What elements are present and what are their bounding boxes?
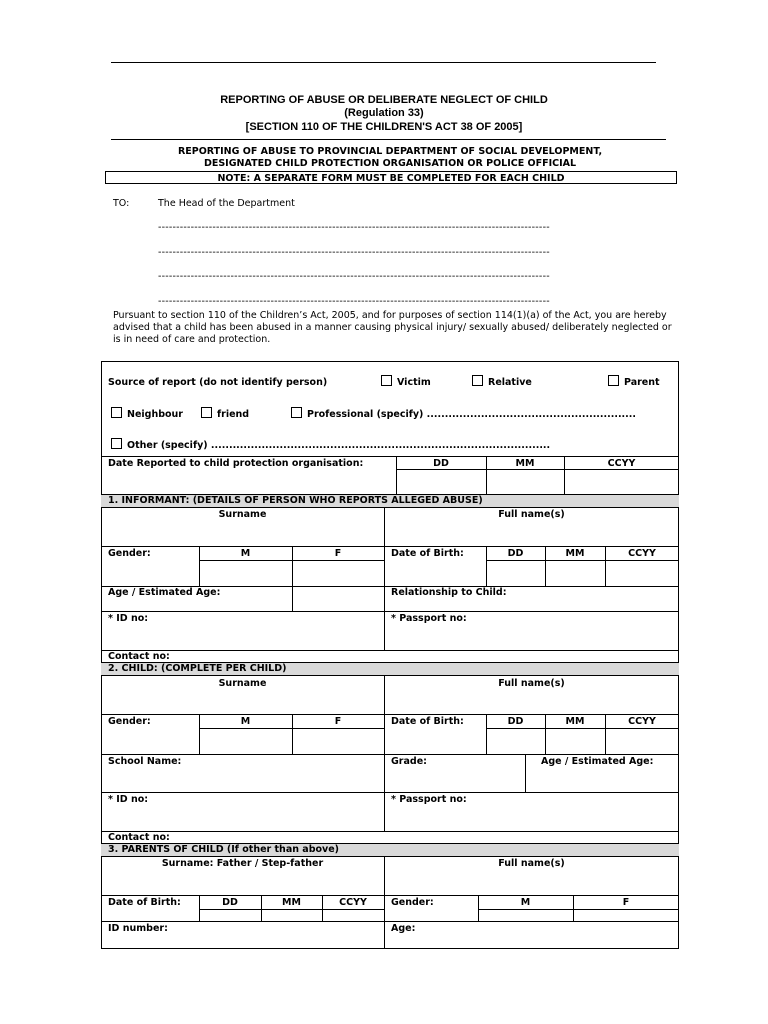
parents-heading: 3. PARENTS OF CHILD (If other than above) bbox=[108, 844, 340, 855]
other-checkbox[interactable] bbox=[111, 438, 122, 449]
address-line-3[interactable]: ------------------------------------------------------------------------------------------------------------ bbox=[158, 271, 550, 282]
informant-passport-label: * Passport no: bbox=[391, 613, 467, 624]
date-reported-label: Date Reported to child protection organisation: bbox=[108, 458, 364, 469]
friend-checkbox[interactable] bbox=[201, 407, 212, 418]
informant-contact-label: Contact no: bbox=[108, 651, 170, 662]
relative-checkbox[interactable] bbox=[472, 375, 483, 386]
informant-dob-label: Date of Birth: bbox=[391, 548, 464, 559]
rule bbox=[101, 754, 679, 755]
rule bbox=[384, 857, 385, 949]
child-heading: 2. CHILD: (COMPLETE PER CHILD) bbox=[108, 663, 287, 674]
informant-gender-m: M bbox=[240, 548, 251, 559]
form-regulation: (Regulation 33) bbox=[344, 107, 424, 119]
form-title: REPORTING OF ABUSE OR DELIBERATE NEGLECT OF CHILD bbox=[220, 94, 548, 106]
rule bbox=[101, 921, 679, 922]
child-dob-label: Date of Birth: bbox=[391, 716, 464, 727]
to-label: TO: bbox=[113, 198, 130, 209]
rule bbox=[486, 728, 679, 729]
rule bbox=[525, 754, 526, 792]
child-gender-f: F bbox=[334, 716, 342, 727]
child-contact-label: Contact no: bbox=[108, 832, 170, 843]
child-grade-label: Grade: bbox=[391, 756, 427, 767]
informant-gender-f: F bbox=[334, 548, 342, 559]
child-school-label: School Name: bbox=[108, 756, 182, 767]
rule bbox=[396, 469, 679, 470]
child-fullname-label: Full name(s) bbox=[498, 678, 565, 689]
parents-dob-mm: MM bbox=[282, 897, 301, 908]
professional-checkbox[interactable] bbox=[291, 407, 302, 418]
child-age-label: Age / Estimated Age: bbox=[541, 756, 654, 767]
child-dob-ccyy: CCYY bbox=[628, 716, 656, 727]
informant-heading: 1. INFORMANT: (DETAILS OF PERSON WHO REPORTS ALLEGED ABUSE) bbox=[108, 495, 483, 506]
source-label: Source of report (do not identify person) bbox=[108, 377, 328, 388]
parents-fullname-label: Full name(s) bbox=[498, 858, 565, 869]
date-reported-ccyy: CCYY bbox=[607, 458, 636, 469]
rule bbox=[101, 456, 679, 457]
rule bbox=[101, 831, 679, 832]
address-line-4[interactable]: ------------------------------------------------------------------------------------------------------------ bbox=[158, 296, 550, 307]
subtitle-line-2: DESIGNATED CHILD PROTECTION ORGANISATION OR POLICE OFFICIAL bbox=[203, 158, 577, 169]
parents-gender-f: F bbox=[622, 897, 630, 908]
parents-age-label: Age: bbox=[391, 923, 416, 934]
informant-dob-dd: DD bbox=[507, 548, 524, 559]
date-reported-dd: DD bbox=[433, 458, 449, 469]
informant-surname-label: Surname bbox=[218, 509, 267, 520]
top-rule bbox=[111, 62, 656, 63]
rule bbox=[101, 714, 679, 715]
parents-surname-label: Surname: Father / Step-father bbox=[161, 858, 324, 869]
child-gender-m: M bbox=[240, 716, 251, 727]
child-dob-dd: DD bbox=[507, 716, 524, 727]
other-option[interactable]: Other (specify) .............................................................................................. bbox=[111, 438, 550, 451]
parents-dob-label: Date of Birth: bbox=[108, 897, 181, 908]
informant-id-label: * ID no: bbox=[108, 613, 149, 624]
rule bbox=[101, 895, 679, 896]
intro-paragraph: Pursuant to section 110 of the Children’s Act, 2005, and for purposes of section 114(1)(a) of the Act, you are hereby advised that a child has been abused in a manner causing physical injury/ sexually abused/ deliberately neglected or is in need of care and protection. bbox=[113, 310, 672, 345]
parents-dob-dd: DD bbox=[222, 897, 238, 908]
informant-gender-label: Gender: bbox=[108, 548, 151, 559]
informant-age-label: Age / Estimated Age: bbox=[108, 587, 221, 598]
neighbour-checkbox[interactable] bbox=[111, 407, 122, 418]
victim-checkbox[interactable] bbox=[381, 375, 392, 386]
child-dob-mm: MM bbox=[565, 716, 585, 727]
parent-option[interactable]: Parent bbox=[608, 375, 660, 388]
informant-dob-mm: MM bbox=[565, 548, 585, 559]
address-line-1[interactable]: ------------------------------------------------------------------------------------------------------------ bbox=[158, 222, 550, 233]
rule bbox=[199, 560, 384, 561]
rule bbox=[101, 650, 679, 651]
form-section: [SECTION 110 OF THE CHILDREN'S ACT 38 OF 2005] bbox=[245, 121, 523, 133]
child-gender-label: Gender: bbox=[108, 716, 151, 727]
rule bbox=[478, 909, 679, 910]
rule bbox=[101, 611, 679, 612]
informant-dob-ccyy: CCYY bbox=[628, 548, 656, 559]
child-id-label: * ID no: bbox=[108, 794, 149, 805]
parents-gender-label: Gender: bbox=[391, 897, 434, 908]
rule bbox=[384, 508, 385, 650]
to-value: The Head of the Department bbox=[158, 198, 295, 209]
neighbour-option[interactable]: Neighbour bbox=[111, 407, 183, 420]
parents-gender-m: M bbox=[520, 897, 531, 908]
rule bbox=[486, 560, 679, 561]
parent-checkbox[interactable] bbox=[608, 375, 619, 386]
parents-id-label: ID number: bbox=[108, 923, 168, 934]
friend-option[interactable]: friend bbox=[201, 407, 249, 420]
rule bbox=[384, 792, 679, 793]
parents-dob-ccyy: CCYY bbox=[339, 897, 367, 908]
header-rule bbox=[111, 139, 666, 140]
victim-option[interactable]: Victim bbox=[381, 375, 431, 388]
relative-option[interactable]: Relative bbox=[472, 375, 532, 388]
rule bbox=[101, 546, 679, 547]
rule bbox=[199, 728, 384, 729]
informant-fullname-label: Full name(s) bbox=[498, 509, 565, 520]
subtitle-line-1: REPORTING OF ABUSE TO PROVINCIAL DEPARTMENT OF SOCIAL DEVELOPMENT, bbox=[177, 146, 603, 157]
address-line-2[interactable]: ------------------------------------------------------------------------------------------------------------ bbox=[158, 247, 550, 258]
rule bbox=[101, 792, 384, 793]
professional-option[interactable]: Professional (specify) .......................................................... bbox=[291, 407, 636, 420]
note-box: NOTE: A SEPARATE FORM MUST BE COMPLETED FOR EACH CHILD bbox=[105, 171, 677, 184]
child-surname-label: Surname bbox=[218, 678, 267, 689]
informant-relationship-label: Relationship to Child: bbox=[391, 587, 507, 598]
rule bbox=[199, 909, 384, 910]
date-reported-mm: MM bbox=[515, 458, 535, 469]
child-passport-label: * Passport no: bbox=[391, 794, 467, 805]
